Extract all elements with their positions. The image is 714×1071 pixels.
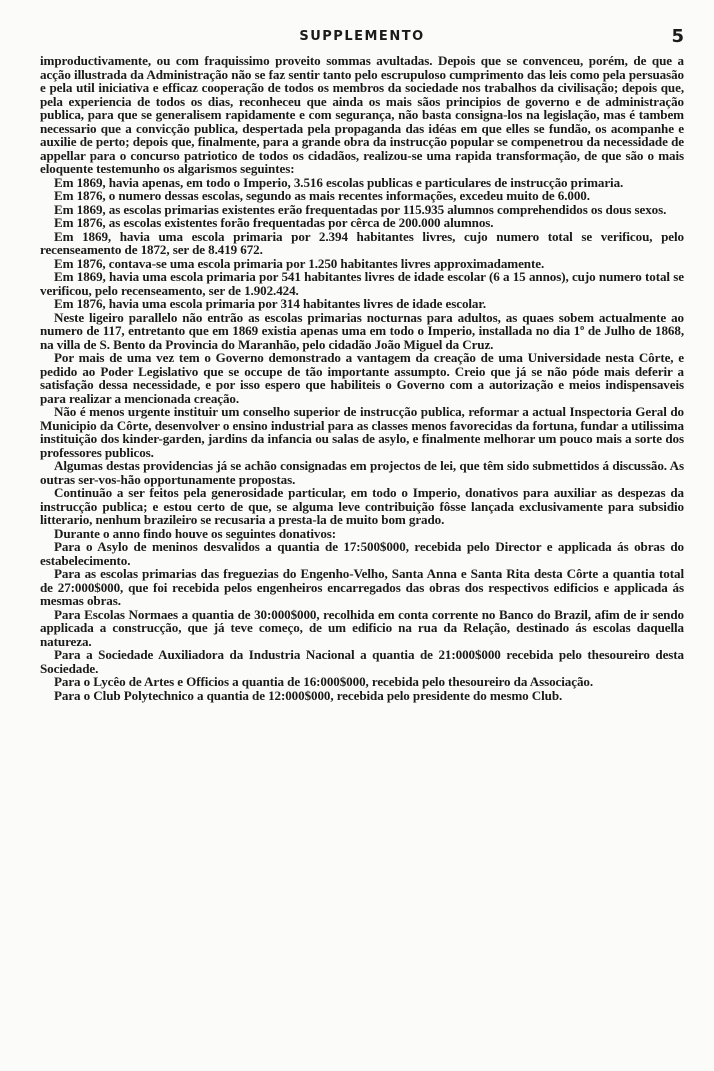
paragraph: Em 1876, contava-se uma escola primaria por 1.250 habitantes livres approximadamente. — [54, 255, 545, 271]
paragraph: Neste ligeiro parallelo não entrão as escolas primarias nocturnas para adultos, as quaes sobem actualmente ao numero de 117, entretanto que em 1869 existia apenas uma em todo o Imperio, installada no dia 1º de Julho de 1868, na villa de S. Bento da Provincia do Maranhão, pelo cidadão João Miguel da Cruz. — [40, 309, 684, 352]
paragraph: Em 1869, havia uma escola primaria por 541 habitantes livres de idade escolar (6 a 15 annos), cujo numero total se verificou, pelo recenseamento, ser de 1.902.424. — [40, 269, 684, 298]
paragraph: Por mais de uma vez tem o Governo demonstrado a vantagem da creação de uma Universidade nesta Côrte, e pedido ao Poder Legislativo que se occupe de tão importante assumpto. Creio que já se não póde mais deferir a satisfação dessa necessidade, e por isso espero que habiliteis o Governo com a autorização e meios indispensaveis para realizar a mencionada creação. — [40, 350, 684, 406]
body-text — [40, 54, 684, 702]
paragraph: Não é menos urgente instituir um conselho superior de instrucção publica, reformar a actual Inspectoria Geral do Municipio da Côrte, desenvolver o ensino industrial para as classes menos favorecidas da fortuna, fundar a utilissima instituição dos kinder-garden, jardins da infancia ou salas de asylo, e finalmente melhorar um pouco mais a sorte dos professores publicos. — [40, 404, 684, 460]
paragraph: Para o Club Polytechnico a quantia de 12:000$000, recebida pelo presidente do mesmo Club. — [54, 687, 563, 703]
paragraph: Em 1876, havia uma escola primaria por 314 habitantes livres de idade escolar. — [54, 296, 487, 311]
paragraph: Continuão a ser feitos pela generosidade particular, em todo o Imperio, donativos para auxiliar as despezas da instrucção publica; e estou certo de que, se alguma leve contribuição fôsse lançada exclusivamente para subsidio litterario, nenhum brazileiro se recusaria a presta-la de muito bom grado. — [40, 485, 684, 527]
paragraph: Para as escolas primarias das freguezias do Engenho-Velho, Santa Anna e Santa Rita desta Côrte a quantia total de 27:000$000, que foi recebida pelos engenheiros encarregados das obras dos respectivos edificios e applicada ás mesmas obras. — [40, 566, 684, 608]
paragraph: Em 1869, as escolas primarias existentes erão frequentadas por 115.935 alumnos comprehendidos os dous sexos. — [54, 201, 667, 217]
paragraph: Para o Lycêo de Artes e Officios a quantia de 16:000$000, recebida pelo thesoureiro da Associação. — [54, 674, 594, 689]
paragraph: improductivamente, ou com fraquissimo proveito sommas avultadas. Depois que se convenceu, porém, de que a acção illustrada da Administração não se faz sentir tanto pelo escrupuloso cumprimento das leis como pela persuasão e pela util iniciativa e efficaz cooperação de todos os membros da sociedade nos trabalhos da civilisação; depois que, pela experiencia de todos os dias, reconheceu que ainda os mais sãos principios de governo e de administração publica, para que se generalisem rapidamente e com segurança, não basta consigna-los na legislação, mas é tambem necessario que a convicção publica, despertada pela propaganda das idéas em que elles se fundão, os acompanhe e auxilie de perto; depois que, finalmente, para a grande obra da instrucção popular se compenetrou da necessidade de appellar para o concurso patriotico de todos os cidadãos, realizou-se uma rapida transformação, de que são o mais eloquente testemunho os algarismos seguintes: — [40, 53, 684, 176]
paragraph: Algumas destas providencias já se achão consignadas em projectos de lei, que têm sido submettidos á discussão. As outras ser-vos-hão opportunamente propostas. — [40, 458, 684, 487]
page-number: 5 — [671, 26, 684, 47]
paragraph: Em 1869, havia apenas, em todo o Imperio, 3.516 escolas publicas e particulares de instrucção primaria. — [54, 174, 624, 190]
paragraph: Em 1876, o numero dessas escolas, segundo as mais recentes informações, excedeu muito de 6.000. — [54, 188, 590, 203]
paragraph: Durante o anno findo houve os seguintes donativos: — [54, 525, 337, 541]
paragraph: Em 1876, as escolas existentes forão frequentadas por cêrca de 200.000 alumnos. — [54, 215, 494, 230]
paragraph: Em 1869, havia uma escola primaria por 2.394 habitantes livres, cujo numero total se verificou, pelo recenseamento de 1872, ser de 8.419 672. — [40, 228, 684, 257]
paragraph: Para a Sociedade Auxiliadora da Industria Nacional a quantia de 21:000$000 recebida pelo thesoureiro desta Sociedade. — [40, 647, 684, 676]
paragraph: Para o Asylo de meninos desvalidos a quantia de 17:500$000, recebida pelo Director e applicada ás obras do estabelecimento. — [40, 539, 684, 568]
page-header — [40, 26, 684, 48]
running-title: SUPPLEMENTO — [299, 29, 425, 44]
paragraph: Para Escolas Normaes a quantia de 30:000$000, recolhida em conta corrente no Banco do Brazil, afim de ir sendo applicada a construcção, que já teve começo, de um edificio na rua da Relação, destinado ás escolas daquella natureza. — [40, 606, 684, 649]
